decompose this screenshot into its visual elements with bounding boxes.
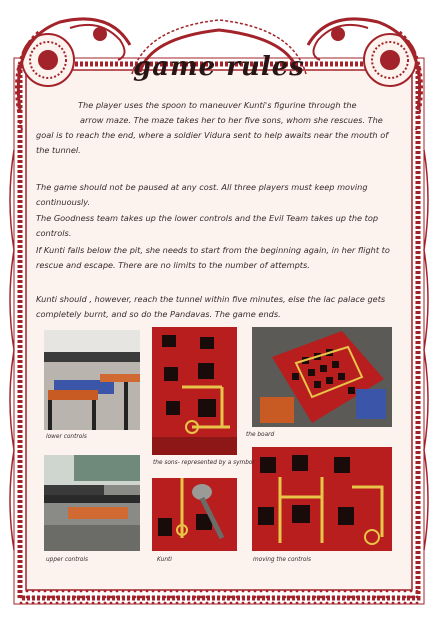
rules-paragraph-3: The Goodness team takes up the lower controls and the Evil Team takes up the top controls. bbox=[36, 213, 379, 238]
paragraph-1-line-3: goal is to reach the end, where a soldier Vidura sent to help awaits near the mouth of the tunnel. bbox=[36, 130, 389, 155]
page-title: game rules bbox=[133, 52, 305, 82]
photo-lower-controls bbox=[44, 330, 140, 430]
caption-lower-controls: lower controls bbox=[46, 434, 87, 440]
caption-sons: the sons- represented by a symbol bbox=[153, 460, 255, 466]
photo-upper-controls bbox=[44, 455, 140, 551]
photo-sons-symbols bbox=[152, 327, 237, 455]
caption-upper-controls: upper controls bbox=[46, 557, 89, 563]
rules-paragraph-5: Kunti should , however, reach the tunnel within five minutes, else the lac palace gets completely burnt, and so do the Pandavas. The game ends. bbox=[36, 294, 386, 319]
caption-board: the board bbox=[246, 432, 275, 438]
photo-kunti bbox=[152, 478, 237, 551]
rules-paragraph-1 bbox=[36, 98, 392, 158]
paragraph-1-line-2: arrow maze. The maze takes her to her five sons, whom she rescues. The bbox=[80, 115, 383, 125]
paragraph-1-line-1: The player uses the spoon to maneuver Kunti's figurine through the bbox=[78, 100, 357, 110]
caption-kunti: Kunti bbox=[157, 557, 172, 563]
rules-paragraph-2: The game should not be paused at any cost. All three players must keep moving continuously. bbox=[36, 182, 368, 207]
photo-moving-the-controls bbox=[252, 447, 392, 551]
photo-the-board bbox=[252, 327, 392, 427]
caption-moving-controls: moving the controls bbox=[253, 557, 312, 563]
rules-paragraph-4: If Kunti falls below the pit, she needs to start from the beginning again, in her flight to rescue and escape. There are no limits to the number of attempts. bbox=[36, 245, 390, 270]
